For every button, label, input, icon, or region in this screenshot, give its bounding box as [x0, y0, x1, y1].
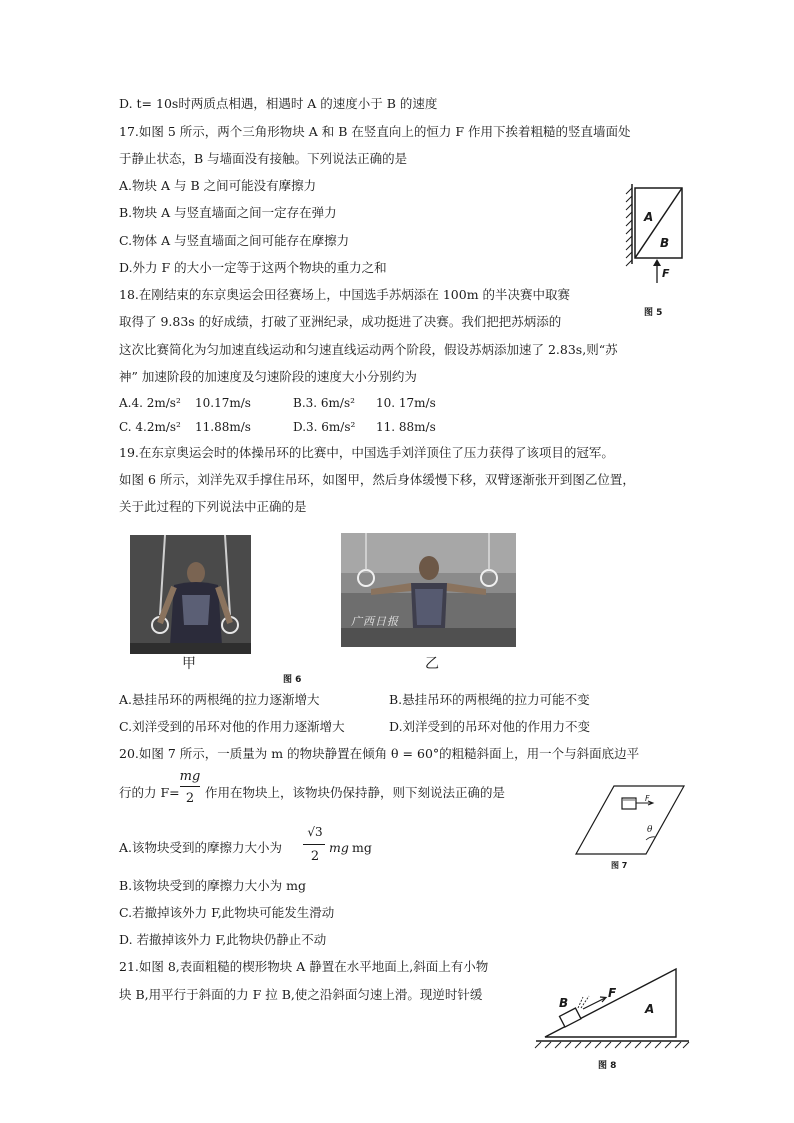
fraction-numerator-sqrt3: √3	[307, 825, 323, 839]
fig7-label-f: F	[645, 794, 650, 803]
q19-stem-line3: 关于此过程的下列说法中正确的是	[119, 499, 307, 514]
q17-option-d: D.外力 F 的大小一定等于这两个物块的重力之和	[119, 260, 387, 275]
q19-option-d: D.刘洋受到的吊环对他的作用力不变	[389, 719, 591, 734]
q20-stem-line1: 20.如图 7 所示，一质量为 m 的物块静置在倾角 θ = 60°的粗糙斜面上，用一个与斜面底边平	[119, 746, 640, 761]
q21-stem-line1: 21.如图 8,表面粗糙的楔形物块 A 静置在水平地面上,斜面上有小物	[119, 959, 489, 974]
q17-option-b: B.物块 A 与竖直墙面之间一定存在弹力	[119, 205, 337, 220]
q19-option-a: A.悬挂吊环的两根绳的拉力逐渐增大	[119, 692, 320, 707]
q18-option-c-value: 11.88m/s	[195, 420, 251, 434]
q19-option-c: C.刘洋受到的吊环对他的作用力逐渐增大	[119, 719, 345, 734]
fraction-denominator-2-sqrt3: 2	[310, 849, 320, 864]
fig6-label-right: 乙	[425, 656, 439, 672]
fraction-numerator-mg: mg	[179, 769, 201, 784]
q18-option-d-label: D.3. 6m/s²	[293, 420, 356, 434]
figure-7-incline-block	[574, 782, 686, 857]
q21-stem-line2: 块 B,用平行于斜面的力 F 拉 B,使之沿斜面匀速上滑。现逆时针缓	[119, 987, 483, 1002]
fraction-bar	[180, 786, 200, 787]
fig6-caption: 图 6	[283, 675, 302, 685]
q17-option-c: C.物体 A 与竖直墙面之间可能存在摩擦力	[119, 233, 350, 248]
fig5-label-b: B	[660, 236, 670, 250]
q20-option-b: B.该物块受到的摩擦力大小为 mg	[119, 878, 306, 893]
q20-option-d: D. 若撤掉该外力 F,此物块仍静止不动	[119, 932, 327, 947]
fig7-caption: 图 7	[611, 861, 628, 870]
q20-option-c: C.若撤掉该外力 F,此物块可能发生滑动	[119, 905, 335, 920]
figure-8-wedge-block	[533, 965, 693, 1050]
q17-option-a: A.物块 A 与 B 之间可能没有摩擦力	[119, 178, 317, 193]
fig8-label-b: B	[559, 996, 569, 1010]
gymnast-photo-right	[341, 533, 516, 647]
q18-option-c-label: C. 4.2m/s²	[119, 420, 181, 434]
q18-option-a-value: 10.17m/s	[195, 396, 251, 410]
q18-options-row1	[119, 397, 539, 411]
q18-option-b-value: 10. 17m/s	[376, 396, 436, 410]
q19-stem-line1: 19.在东京奥运会时的体操吊环的比赛中，中国选手刘洋顶住了压力获得了该项目的冠军。	[119, 445, 614, 460]
fig7-label-theta: θ	[647, 825, 653, 835]
q18-stem-line4: 神” 加速阶段的加速度及匀速阶段的速度大小分别约为	[119, 369, 417, 384]
q19-option-b: B.悬挂吊环的两根绳的拉力可能不变	[389, 692, 590, 707]
fig8-label-f: F	[608, 986, 617, 1000]
q18-stem-line3: 这次比赛简化为匀加速直线运动和匀速直线运动两个阶段，假设苏炳添加速了 2.83s,则“苏	[119, 342, 618, 357]
q17-stem-line2: 于静止状态，B 与墙面没有接触。下列说法正确的是	[119, 151, 408, 166]
q20-stem-line2-prefix: 行的力 F=	[119, 785, 180, 800]
fig8-label-a: A	[645, 1002, 655, 1016]
q18-option-d-value: 11. 88m/s	[376, 420, 436, 434]
q18-stem-line2: 取得了 9.83s 的好成绩，打破了亚洲纪录，成功挺进了决赛。我们把把苏炳添的	[119, 314, 562, 329]
newspaper-watermark: 广西日报	[351, 615, 399, 628]
q18-options-row2	[119, 421, 539, 435]
q20-stem-line2-suffix: 作用在物块上，该物块仍保持静，则下刻说法正确的是	[205, 785, 506, 800]
fraction-bar-sqrt3	[303, 844, 325, 845]
q20-option-a-mg-italic: mg	[329, 840, 349, 855]
q18-stem-line1: 18.在刚结束的东京奥运会田径赛场上，中国选手苏炳添在 100m 的半决赛中取赛	[119, 287, 571, 302]
q18-option-a-label: A.4. 2m/s²	[119, 396, 181, 410]
fig5-caption: 图 5	[644, 308, 663, 318]
q16-option-d: D. t= 10s时两质点相遇，相遇时 A 的速度小于 B 的速度	[119, 96, 438, 111]
fig5-label-a: A	[644, 210, 654, 224]
q18-option-b-label: B.3. 6m/s²	[293, 396, 355, 410]
q19-stem-line2: 如图 6 所示，刘洋先双手撑住吊环，如图甲，然后身体缓慢下移，双臂逐渐张开到图乙位置，	[119, 472, 635, 487]
fig8-caption: 图 8	[598, 1061, 617, 1071]
gymnast-photo-left	[130, 535, 251, 654]
fig5-label-f: F	[662, 267, 670, 280]
fig6-label-left: 甲	[182, 656, 196, 672]
q17-stem-line1: 17.如图 5 所示，两个三角形物块 A 和 B 在竖直向上的恒力 F 作用下挨着粗糙的竖直墙面处	[119, 124, 631, 139]
q20-option-a-prefix: A.该物块受到的摩擦力大小为	[119, 840, 283, 855]
figure-5-wall-blocks	[624, 180, 694, 285]
fraction-denominator-2: 2	[185, 791, 195, 806]
q20-option-a-suffix: mg	[352, 840, 372, 855]
